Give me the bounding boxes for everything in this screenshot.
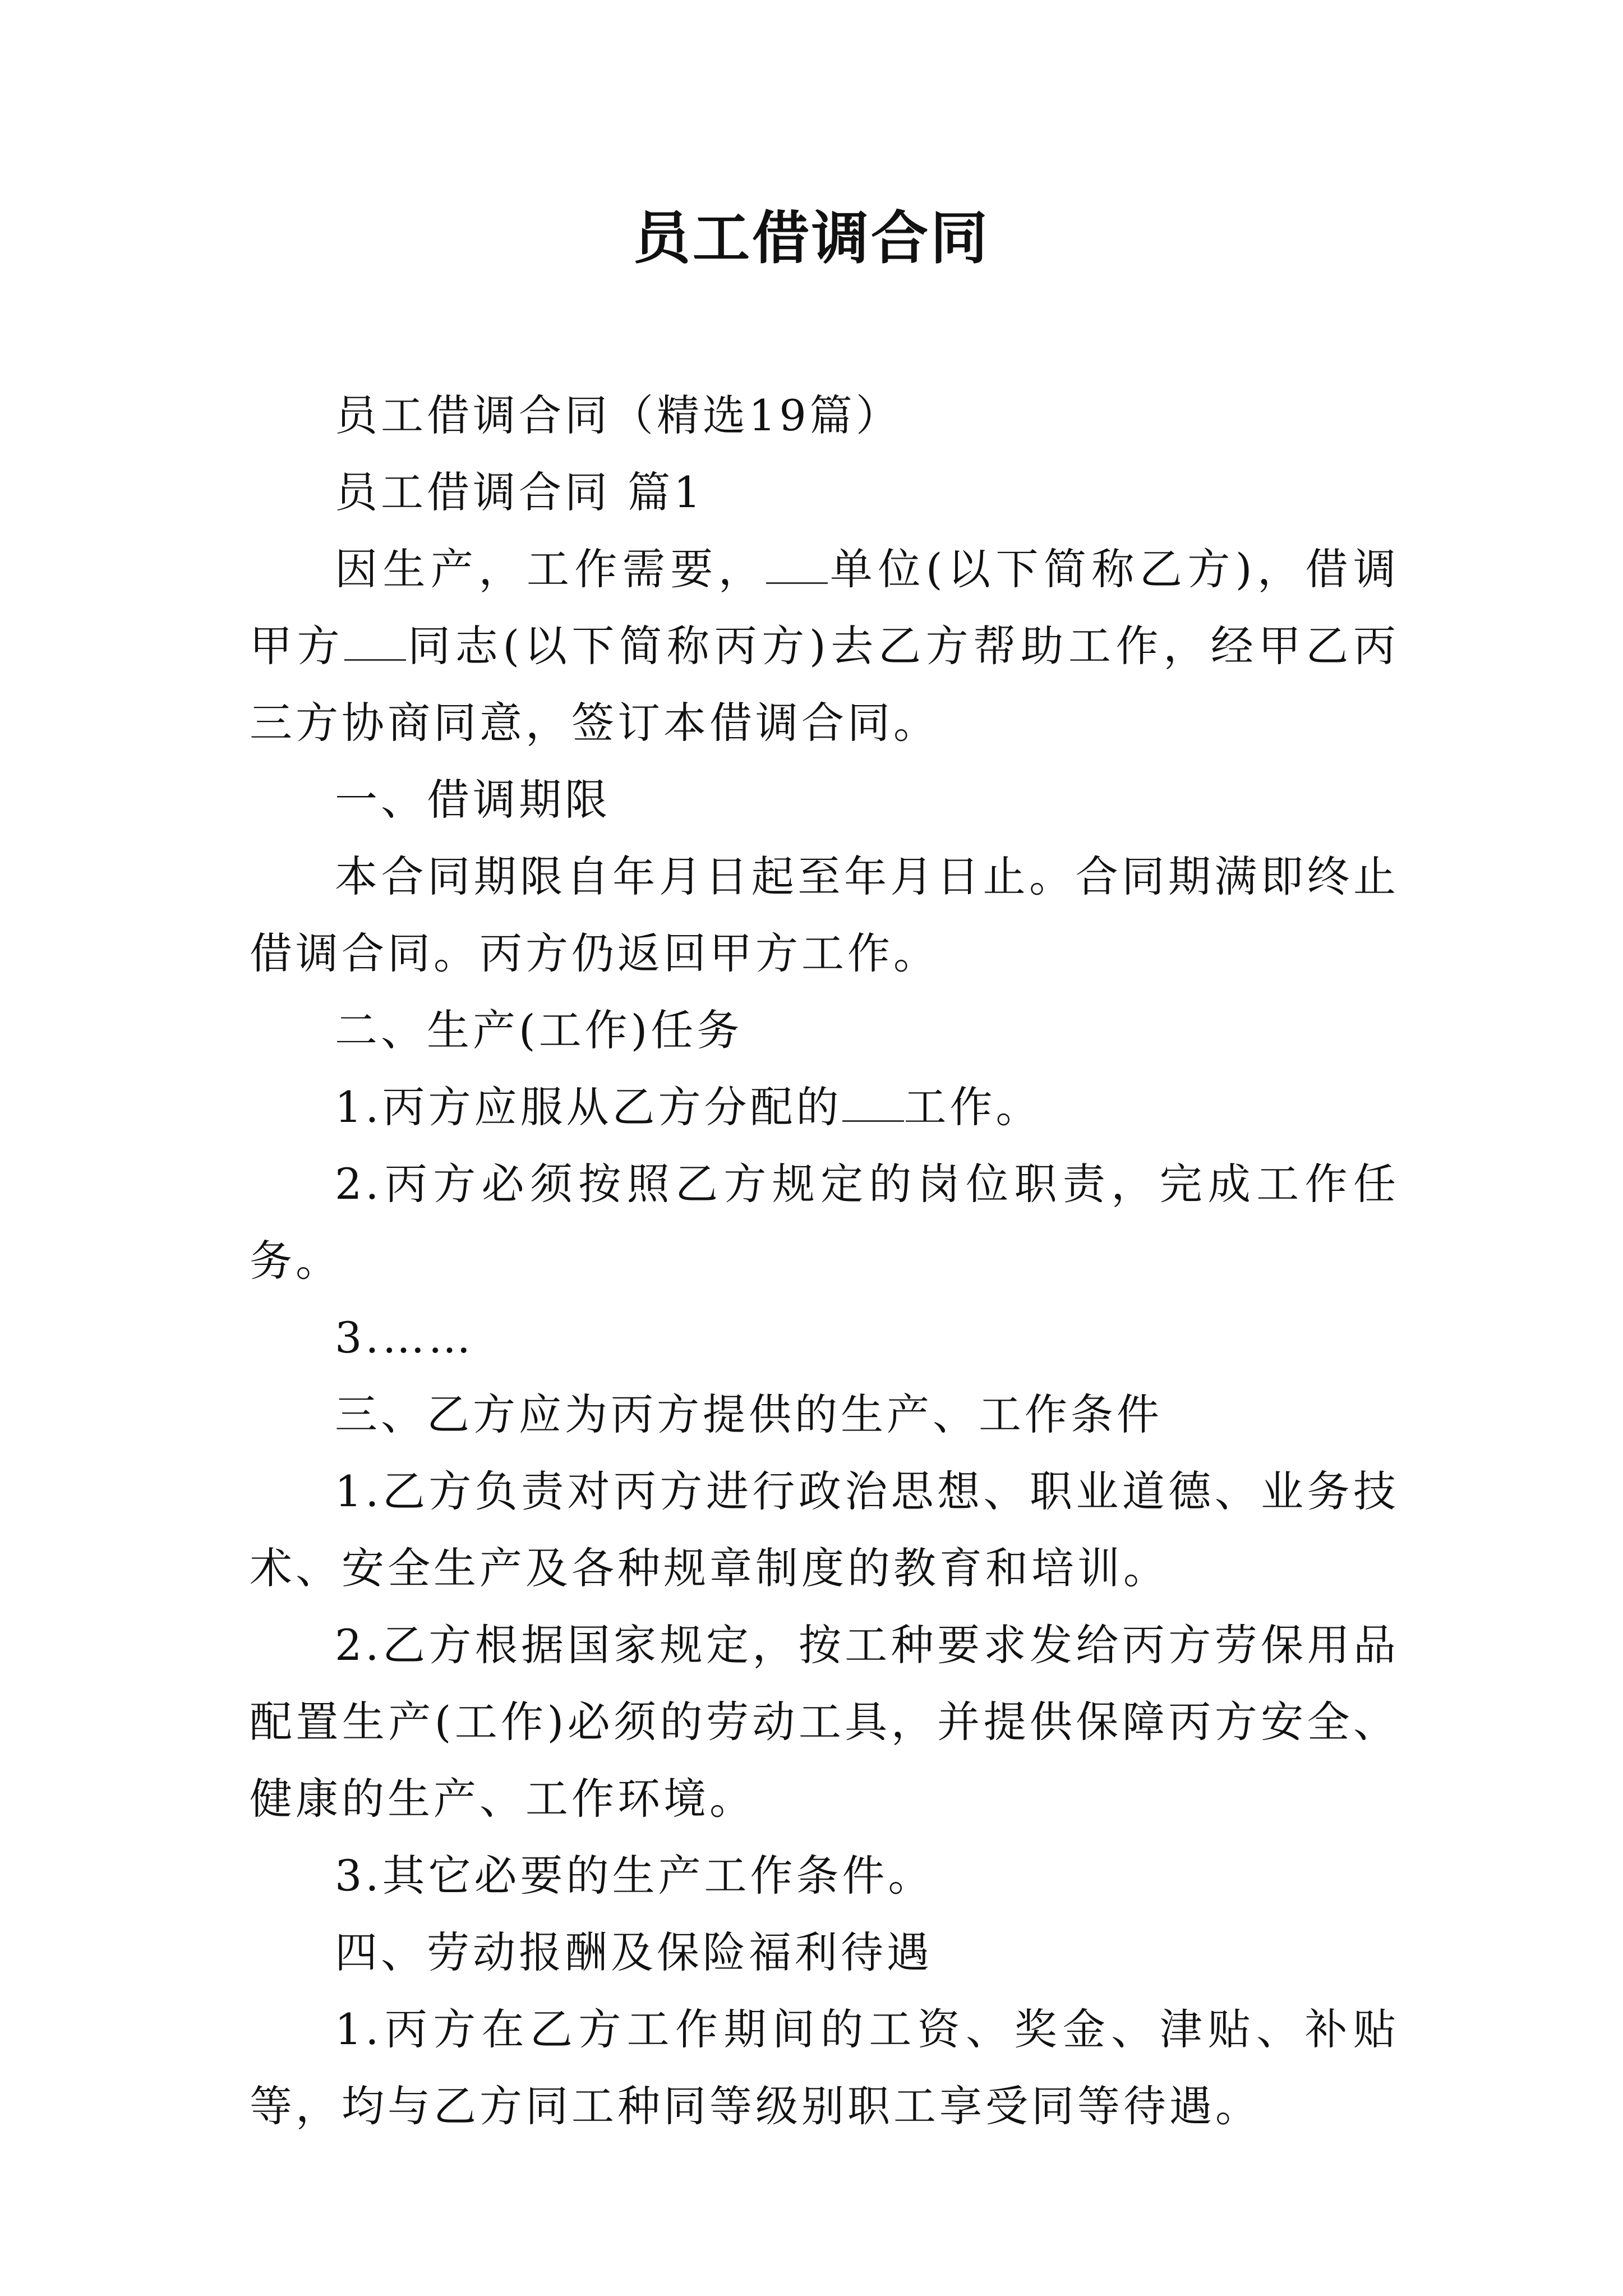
paragraph-text: 单位(以下简称乙方)，借调甲方: [250, 544, 1399, 671]
fill-in-blank: [842, 1087, 904, 1122]
paragraph-heading-3: 三、乙方应为丙方提供的生产、工作条件: [335, 1389, 1163, 1439]
paragraph-section-heading: 员工借调合同 篇1: [335, 467, 704, 517]
paragraph-task-1: [250, 1069, 1399, 1145]
document-body: [250, 377, 1399, 2145]
paragraph-condition-2: 2.乙方根据国家规定，按工种要求发给丙方劳保用品配置生产(工作)必须的劳动工具，并提供保障丙方安全、健康的生产、工作环境。: [250, 1620, 1399, 1824]
document-title: 员工借调合同: [633, 205, 990, 272]
paragraph-condition-1: 1.乙方负责对丙方进行政治思想、职业道德、业务技术、安全生产及各种规章制度的教育和培训。: [250, 1466, 1399, 1593]
fill-in-blank: [766, 549, 828, 584]
paragraph-text: 工作。: [903, 1082, 1042, 1132]
paragraph-text: 同志(以下简称丙方)去乙方帮助工作，经甲乙丙三方协商同意，签订本借调合同。: [250, 621, 1399, 748]
paragraph-heading-2: 二、生产(工作)任务: [335, 1005, 743, 1055]
paragraph-text: 1.丙方应服从乙方分配的: [335, 1082, 842, 1132]
paragraph-pay-1: 1.丙方在乙方工作期间的工资、奖金、津贴、补贴等，均与乙方同工种同等级别职工享受同等待遇。: [250, 2004, 1399, 2131]
paragraph-intro: [250, 531, 1399, 761]
paragraph-subtitle: 员工借调合同（精选19篇）: [335, 390, 902, 440]
paragraph-text: 因生产，工作需要，: [335, 544, 767, 594]
paragraph-heading-1: 一、借调期限: [335, 775, 611, 825]
paragraph-term: 本合同期限自年月日起至年月日止。合同期满即终止借调合同。丙方仍返回甲方工作。: [250, 852, 1399, 978]
paragraph-heading-4: 四、劳动报酬及保险福利待遇: [335, 1927, 933, 1977]
paragraph-task-3: 3.……: [335, 1313, 474, 1363]
paragraph-condition-3: 3.其它必要的生产工作条件。: [335, 1851, 934, 1901]
fill-in-blank: [344, 625, 406, 661]
paragraph-task-2: 2.丙方必须按照乙方规定的岗位职责，完成工作任务。: [250, 1159, 1399, 1286]
